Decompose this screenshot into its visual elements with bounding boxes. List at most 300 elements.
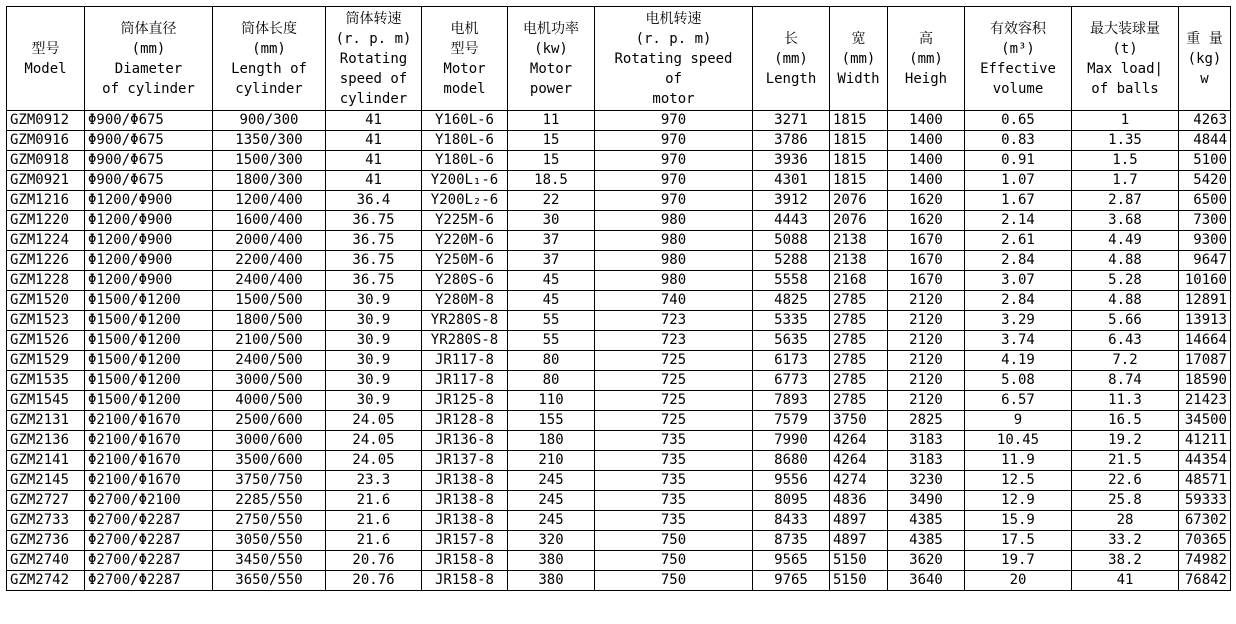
table-row (7, 231, 1231, 251)
header-line: (m³) (1001, 40, 1035, 57)
cell-length: 3450/550 (213, 551, 326, 571)
cell-motor-power: 30 (508, 211, 595, 231)
cell-model: GZM1220 (7, 211, 85, 231)
cell-length: 2400/500 (213, 351, 326, 371)
cell-effective-volume: 2.84 (965, 251, 1072, 271)
header-line: 筒体转速 (345, 10, 402, 27)
cell-motor-model: JR128-8 (422, 411, 508, 431)
cell-motor-model: Y180L-6 (422, 151, 508, 171)
header-line: Motor (443, 60, 486, 77)
cell-weight: 44354 (1179, 451, 1231, 471)
cell-diameter: Φ2700/Φ2287 (85, 571, 213, 591)
cell-effective-volume: 6.57 (965, 391, 1072, 411)
cell-length: 3050/550 (213, 531, 326, 551)
cell-rotating-speed: 30.9 (326, 371, 422, 391)
header-line: Width (837, 70, 880, 87)
cell-height: 3640 (888, 571, 965, 591)
cell-motor-power: 37 (508, 231, 595, 251)
cell-overall-length: 4443 (753, 211, 830, 231)
cell-motor-power: 22 (508, 191, 595, 211)
cell-motor-speed: 750 (595, 531, 753, 551)
cell-motor-power: 320 (508, 531, 595, 551)
cell-motor-speed: 750 (595, 551, 753, 571)
cell-model: GZM2141 (7, 451, 85, 471)
cell-motor-speed: 735 (595, 491, 753, 511)
cell-overall-length: 7893 (753, 391, 830, 411)
cell-rotating-speed: 36.75 (326, 231, 422, 251)
cell-overall-length: 5558 (753, 271, 830, 291)
cell-length: 1200/400 (213, 191, 326, 211)
cell-effective-volume: 17.5 (965, 531, 1072, 551)
header-effective-volume (965, 7, 1072, 111)
cell-length: 1600/400 (213, 211, 326, 231)
cell-max-ball-load: 19.2 (1072, 431, 1179, 451)
cell-overall-length: 5288 (753, 251, 830, 271)
cell-effective-volume: 2.61 (965, 231, 1072, 251)
cell-model: GZM2740 (7, 551, 85, 571)
cell-diameter: Φ2100/Φ1670 (85, 451, 213, 471)
header-height (888, 7, 965, 111)
table-row (7, 351, 1231, 371)
cell-weight: 4263 (1179, 111, 1231, 131)
cell-weight: 76842 (1179, 571, 1231, 591)
header-line: (mm) (774, 50, 808, 67)
cell-effective-volume: 0.83 (965, 131, 1072, 151)
header-line: 长 (784, 30, 798, 47)
cell-width: 2076 (830, 191, 888, 211)
cell-overall-length: 7579 (753, 411, 830, 431)
cell-effective-volume: 3.07 (965, 271, 1072, 291)
cell-weight: 34500 (1179, 411, 1231, 431)
header-line: (mm) (841, 50, 876, 67)
cell-rotating-speed: 21.6 (326, 511, 422, 531)
table-row (7, 151, 1231, 171)
cell-max-ball-load: 1.5 (1072, 151, 1179, 171)
cell-weight: 74982 (1179, 551, 1231, 571)
cell-motor-model: JR125-8 (422, 391, 508, 411)
table-row (7, 131, 1231, 151)
cell-model: GZM2736 (7, 531, 85, 551)
cell-motor-speed: 970 (595, 191, 753, 211)
cell-effective-volume: 0.65 (965, 111, 1072, 131)
cell-length: 2000/400 (213, 231, 326, 251)
cell-max-ball-load: 11.3 (1072, 391, 1179, 411)
cell-rotating-speed: 41 (326, 151, 422, 171)
cell-diameter: Φ1200/Φ900 (85, 271, 213, 291)
header-line: 型号 (450, 40, 479, 57)
header-line: 筒体长度 (241, 20, 297, 37)
cell-width: 2785 (830, 291, 888, 311)
cell-motor-speed: 740 (595, 291, 753, 311)
table-body (7, 111, 1231, 591)
cell-motor-power: 45 (508, 291, 595, 311)
table-header (7, 7, 1231, 111)
header-line: 高 (919, 30, 933, 47)
header-max-ball-load (1072, 7, 1179, 111)
cell-motor-speed: 980 (595, 211, 753, 231)
cell-max-ball-load: 8.74 (1072, 371, 1179, 391)
cell-weight: 59333 (1179, 491, 1231, 511)
header-overall-length (753, 7, 830, 111)
cell-length: 3750/750 (213, 471, 326, 491)
header-line: motor (652, 90, 695, 107)
cell-width: 1815 (830, 151, 888, 171)
cell-rotating-speed: 24.05 (326, 411, 422, 431)
table-row (7, 251, 1231, 271)
header-line: 重 量 (1186, 30, 1223, 47)
cell-motor-power: 110 (508, 391, 595, 411)
cell-width: 5150 (830, 551, 888, 571)
header-line: 宽 (851, 30, 866, 47)
cell-motor-power: 245 (508, 491, 595, 511)
table-row (7, 331, 1231, 351)
cell-width: 1815 (830, 171, 888, 191)
cell-overall-length: 6773 (753, 371, 830, 391)
cell-max-ball-load: 16.5 (1072, 411, 1179, 431)
cell-rotating-speed: 36.75 (326, 271, 422, 291)
cell-model: GZM0921 (7, 171, 85, 191)
cell-rotating-speed: 30.9 (326, 291, 422, 311)
header-line: (mm) (131, 40, 166, 57)
cell-weight: 6500 (1179, 191, 1231, 211)
cell-max-ball-load: 3.68 (1072, 211, 1179, 231)
cell-width: 4264 (830, 451, 888, 471)
cell-motor-power: 380 (508, 551, 595, 571)
cell-weight: 14664 (1179, 331, 1231, 351)
cell-height: 1620 (888, 211, 965, 231)
header-line: volume (992, 80, 1044, 97)
cell-height: 2120 (888, 291, 965, 311)
cell-motor-power: 15 (508, 151, 595, 171)
header-line: 电机 (450, 20, 479, 37)
cell-rotating-speed: 23.3 (326, 471, 422, 491)
cell-diameter: Φ2100/Φ1670 (85, 411, 213, 431)
cell-weight: 12891 (1179, 291, 1231, 311)
cell-motor-power: 210 (508, 451, 595, 471)
cell-model: GZM1535 (7, 371, 85, 391)
cell-width: 3750 (830, 411, 888, 431)
cell-model: GZM1545 (7, 391, 85, 411)
cell-model: GZM1523 (7, 311, 85, 331)
table-row (7, 311, 1231, 331)
header-line: 电机转速 (645, 10, 702, 27)
cell-diameter: Φ900/Φ675 (85, 111, 213, 131)
cell-overall-length: 8680 (753, 451, 830, 471)
cell-rotating-speed: 20.76 (326, 571, 422, 591)
cell-motor-model: JR158-8 (422, 571, 508, 591)
cell-diameter: Φ2700/Φ2287 (85, 531, 213, 551)
cell-motor-power: 80 (508, 351, 595, 371)
header-line: cylinder (235, 80, 303, 97)
cell-motor-model: JR117-8 (422, 371, 508, 391)
cell-height: 2120 (888, 331, 965, 351)
cell-length: 3000/600 (213, 431, 326, 451)
cell-motor-power: 380 (508, 571, 595, 591)
cell-motor-speed: 725 (595, 351, 753, 371)
cell-rotating-speed: 30.9 (326, 331, 422, 351)
cell-overall-length: 6173 (753, 351, 830, 371)
cell-width: 4897 (830, 511, 888, 531)
cell-rotating-speed: 36.4 (326, 191, 422, 211)
cell-motor-power: 155 (508, 411, 595, 431)
cell-overall-length: 5335 (753, 311, 830, 331)
cell-height: 2120 (888, 371, 965, 391)
cell-height: 1400 (888, 131, 965, 151)
cell-diameter: Φ1500/Φ1200 (85, 311, 213, 331)
cell-max-ball-load: 25.8 (1072, 491, 1179, 511)
cell-motor-speed: 735 (595, 431, 753, 451)
cell-motor-speed: 735 (595, 451, 753, 471)
cell-effective-volume: 5.08 (965, 371, 1072, 391)
cell-motor-speed: 723 (595, 331, 753, 351)
cell-diameter: Φ2700/Φ2287 (85, 511, 213, 531)
cell-rotating-speed: 24.05 (326, 451, 422, 471)
cell-diameter: Φ1200/Φ900 (85, 231, 213, 251)
header-weight (1179, 7, 1231, 111)
cell-max-ball-load: 1.7 (1072, 171, 1179, 191)
header-line: Diameter (114, 60, 183, 77)
cell-rotating-speed: 24.05 (326, 431, 422, 451)
cell-overall-length: 3936 (753, 151, 830, 171)
cell-motor-speed: 970 (595, 151, 753, 171)
cell-width: 1815 (830, 131, 888, 151)
cell-motor-speed: 980 (595, 231, 753, 251)
cell-model: GZM2727 (7, 491, 85, 511)
cell-motor-speed: 735 (595, 471, 753, 491)
cell-length: 1800/300 (213, 171, 326, 191)
cell-model: GZM1526 (7, 331, 85, 351)
header-line: of cylinder (102, 80, 195, 97)
cell-motor-model: Y225M-6 (422, 211, 508, 231)
header-line: (r. p. m) (635, 30, 712, 47)
cell-motor-model: Y200L₁-6 (422, 171, 508, 191)
cell-diameter: Φ1500/Φ1200 (85, 331, 213, 351)
header-line: speed of (339, 70, 408, 87)
cell-height: 2120 (888, 311, 965, 331)
cell-width: 1815 (830, 111, 888, 131)
cell-effective-volume: 11.9 (965, 451, 1072, 471)
cell-motor-speed: 735 (595, 511, 753, 531)
cell-rotating-speed: 41 (326, 171, 422, 191)
cell-weight: 4844 (1179, 131, 1231, 151)
cell-diameter: Φ1200/Φ900 (85, 191, 213, 211)
cell-height: 3183 (888, 431, 965, 451)
cell-motor-model: JR158-8 (422, 551, 508, 571)
table-row (7, 171, 1231, 191)
cell-effective-volume: 3.74 (965, 331, 1072, 351)
cell-length: 2100/500 (213, 331, 326, 351)
cell-diameter: Φ1500/Φ1200 (85, 391, 213, 411)
cell-height: 1400 (888, 111, 965, 131)
header-line: of balls (1091, 80, 1159, 97)
header-line: Effective (980, 60, 1056, 77)
cell-width: 2785 (830, 311, 888, 331)
cell-motor-speed: 725 (595, 391, 753, 411)
cell-weight: 48571 (1179, 471, 1231, 491)
cell-model: GZM1529 (7, 351, 85, 371)
header-line: cylinder (339, 90, 408, 107)
cell-overall-length: 3786 (753, 131, 830, 151)
cell-motor-model: Y280M-8 (422, 291, 508, 311)
cell-length: 1800/500 (213, 311, 326, 331)
header-rotating-speed (326, 7, 422, 111)
cell-diameter: Φ1200/Φ900 (85, 251, 213, 271)
cell-rotating-speed: 21.6 (326, 531, 422, 551)
cell-length: 2400/400 (213, 271, 326, 291)
table-row (7, 371, 1231, 391)
cell-length: 2200/400 (213, 251, 326, 271)
cell-length: 1350/300 (213, 131, 326, 151)
table-row (7, 491, 1231, 511)
table-row (7, 431, 1231, 451)
cell-motor-model: JR136-8 (422, 431, 508, 451)
cell-max-ball-load: 1.35 (1072, 131, 1179, 151)
cell-motor-speed: 970 (595, 111, 753, 131)
cell-rotating-speed: 41 (326, 131, 422, 151)
cell-diameter: Φ1500/Φ1200 (85, 371, 213, 391)
cell-motor-model: YR280S-8 (422, 311, 508, 331)
cell-overall-length: 3271 (753, 111, 830, 131)
cell-motor-speed: 970 (595, 171, 753, 191)
cell-length: 3650/550 (213, 571, 326, 591)
cell-motor-power: 11 (508, 111, 595, 131)
header-line: 型号 (31, 40, 60, 57)
cell-motor-speed: 970 (595, 131, 753, 151)
header-line: Length of (231, 60, 307, 77)
cell-weight: 5420 (1179, 171, 1231, 191)
cell-model: GZM2136 (7, 431, 85, 451)
cell-motor-model: JR138-8 (422, 511, 508, 531)
cell-model: GZM1216 (7, 191, 85, 211)
cell-height: 2825 (888, 411, 965, 431)
table-row (7, 211, 1231, 231)
cell-effective-volume: 2.14 (965, 211, 1072, 231)
cell-diameter: Φ2100/Φ1670 (85, 471, 213, 491)
table-row (7, 411, 1231, 431)
header-line: Length (765, 70, 817, 87)
header-line: Heigh (904, 70, 948, 87)
cell-overall-length: 8433 (753, 511, 830, 531)
cell-max-ball-load: 6.43 (1072, 331, 1179, 351)
table-row (7, 571, 1231, 591)
cell-width: 5150 (830, 571, 888, 591)
header-line: (mm) (252, 40, 286, 57)
cell-motor-speed: 750 (595, 571, 753, 591)
cell-overall-length: 5635 (753, 331, 830, 351)
header-line: power (529, 80, 573, 97)
cell-model: GZM0918 (7, 151, 85, 171)
cell-weight: 5100 (1179, 151, 1231, 171)
header-line: w (1200, 70, 1209, 87)
cell-max-ball-load: 22.6 (1072, 471, 1179, 491)
cell-diameter: Φ2100/Φ1670 (85, 431, 213, 451)
cell-effective-volume: 3.29 (965, 311, 1072, 331)
cell-diameter: Φ900/Φ675 (85, 131, 213, 151)
cell-weight: 67302 (1179, 511, 1231, 531)
cell-width: 2785 (830, 371, 888, 391)
cell-effective-volume: 12.9 (965, 491, 1072, 511)
cell-overall-length: 9565 (753, 551, 830, 571)
cell-motor-model: JR157-8 (422, 531, 508, 551)
cell-height: 3620 (888, 551, 965, 571)
cell-max-ball-load: 33.2 (1072, 531, 1179, 551)
cell-length: 1500/300 (213, 151, 326, 171)
cell-rotating-speed: 30.9 (326, 311, 422, 331)
header-line: 最大装球量 (1090, 20, 1160, 37)
cell-length: 1500/500 (213, 291, 326, 311)
cell-diameter: Φ1500/Φ1200 (85, 291, 213, 311)
header-model (7, 7, 85, 111)
header-length (213, 7, 326, 111)
cell-model: GZM0916 (7, 131, 85, 151)
cell-motor-model: Y250M-6 (422, 251, 508, 271)
header-motor-speed (595, 7, 753, 111)
table-row (7, 451, 1231, 471)
header-line: (mm) (909, 50, 943, 67)
cell-max-ball-load: 21.5 (1072, 451, 1179, 471)
header-line: (kg) (1187, 50, 1222, 67)
table-row (7, 271, 1231, 291)
cell-effective-volume: 20 (965, 571, 1072, 591)
cell-height: 3490 (888, 491, 965, 511)
cell-motor-model: JR138-8 (422, 491, 508, 511)
cell-model: GZM2742 (7, 571, 85, 591)
cell-effective-volume: 9 (965, 411, 1072, 431)
cell-overall-length: 5088 (753, 231, 830, 251)
cell-model: GZM1520 (7, 291, 85, 311)
cell-overall-length: 4825 (753, 291, 830, 311)
header-line: 电机功率 (523, 20, 579, 37)
table-row (7, 531, 1231, 551)
table-row (7, 471, 1231, 491)
cell-max-ball-load: 4.88 (1072, 291, 1179, 311)
cell-motor-power: 245 (508, 511, 595, 531)
cell-rotating-speed: 30.9 (326, 351, 422, 371)
cell-weight: 7300 (1179, 211, 1231, 231)
cell-motor-model: Y280S-6 (422, 271, 508, 291)
cell-max-ball-load: 1 (1072, 111, 1179, 131)
cell-model: GZM0912 (7, 111, 85, 131)
cell-overall-length: 4301 (753, 171, 830, 191)
cell-weight: 9300 (1179, 231, 1231, 251)
cell-width: 2785 (830, 391, 888, 411)
cell-diameter: Φ900/Φ675 (85, 151, 213, 171)
cell-max-ball-load: 2.87 (1072, 191, 1179, 211)
cell-diameter: Φ1500/Φ1200 (85, 351, 213, 371)
cell-model: GZM2131 (7, 411, 85, 431)
cell-model: GZM2733 (7, 511, 85, 531)
cell-diameter: Φ2700/Φ2287 (85, 551, 213, 571)
table-row (7, 111, 1231, 131)
header-diameter (85, 7, 213, 111)
cell-max-ball-load: 4.49 (1072, 231, 1179, 251)
header-motor-model (422, 7, 508, 111)
header-motor-power (508, 7, 595, 111)
cell-length: 900/300 (213, 111, 326, 131)
cell-overall-length: 9765 (753, 571, 830, 591)
cell-weight: 17087 (1179, 351, 1231, 371)
header-line: Rotating speed (614, 50, 733, 67)
cell-length: 3500/600 (213, 451, 326, 471)
cell-motor-model: JR138-8 (422, 471, 508, 491)
cell-height: 3230 (888, 471, 965, 491)
cell-rotating-speed: 41 (326, 111, 422, 131)
cell-height: 1670 (888, 231, 965, 251)
cell-motor-model: Y180L-6 (422, 131, 508, 151)
cell-rotating-speed: 30.9 (326, 391, 422, 411)
header-line: model (443, 80, 486, 97)
cell-weight: 10160 (1179, 271, 1231, 291)
